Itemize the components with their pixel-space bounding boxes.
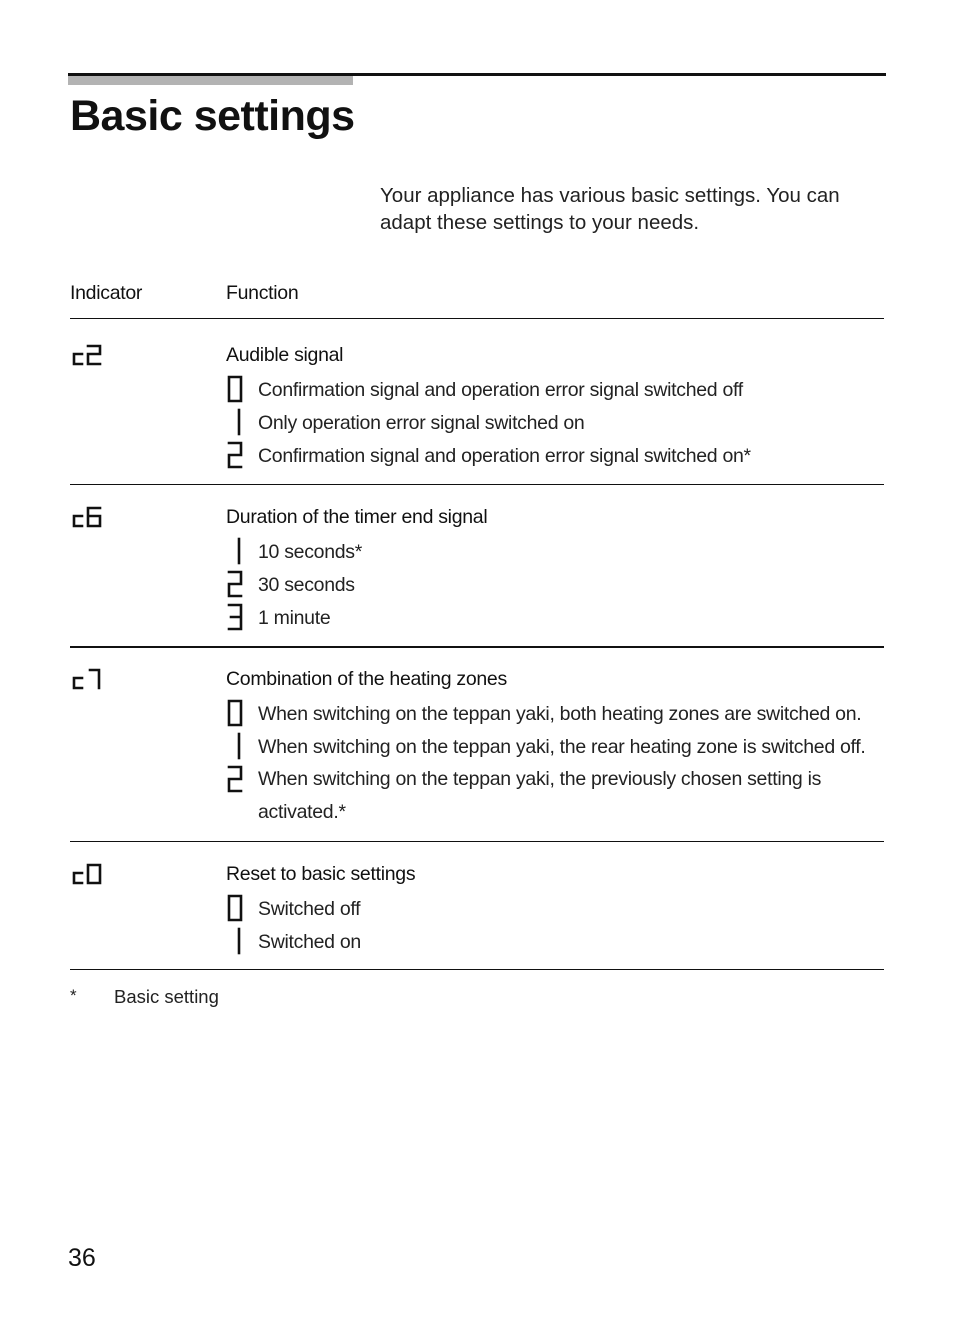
row-divider	[70, 646, 884, 648]
indicator-c2-icon	[70, 344, 120, 374]
top-rule-accent	[68, 76, 353, 85]
digit-1-icon	[226, 731, 244, 761]
column-header-indicator: Indicator	[70, 282, 143, 304]
function-title: Audible signal	[226, 344, 344, 366]
function-title: Reset to basic settings	[226, 863, 416, 885]
digit-0-icon	[226, 374, 244, 404]
digit-1-icon	[226, 407, 244, 437]
indicator-c0-icon	[70, 863, 120, 893]
digit-0-icon	[226, 893, 244, 923]
function-title: Combination of the heating zones	[226, 668, 507, 690]
option-text: When switching on the teppan yaki, both heating zones are switched on.	[258, 703, 862, 725]
page-title: Basic settings	[70, 92, 355, 140]
digit-0-icon	[226, 698, 244, 728]
digit-2-icon	[226, 569, 244, 599]
option-text: Switched off	[258, 898, 361, 920]
column-header-function: Function	[226, 282, 299, 304]
option-text: Confirmation signal and operation error signal switched off	[258, 379, 743, 401]
digit-1-icon	[226, 926, 244, 956]
digit-2-icon	[226, 764, 244, 794]
option-text: 1 minute	[258, 607, 331, 629]
option-text: When switching on the teppan yaki, the previously chosen setting is activated.*	[258, 768, 822, 823]
option-text: Only operation error signal switched on	[258, 412, 585, 434]
table-bottom-rule	[70, 969, 884, 970]
option-text: When switching on the teppan yaki, the rear heating zone is switched off.	[258, 736, 866, 758]
digit-2-icon	[226, 440, 244, 470]
page-number: 36	[68, 1244, 96, 1272]
function-title: Duration of the timer end signal	[226, 506, 488, 528]
option-text: Confirmation signal and operation error signal switched on*	[258, 445, 751, 467]
row-divider	[70, 841, 884, 842]
option-text: 30 seconds	[258, 574, 355, 596]
footnote-text: Basic setting	[114, 986, 219, 1007]
indicator-c6-icon	[70, 506, 120, 536]
footnote-mark: *	[70, 986, 77, 1005]
header-divider	[70, 318, 884, 319]
digit-1-icon	[226, 536, 244, 566]
intro-paragraph: Your appliance has various basic settings. You can adapt these settings to your needs.	[380, 184, 840, 234]
option-text: 10 seconds*	[258, 541, 363, 563]
indicator-c7-icon	[70, 668, 120, 698]
row-divider	[70, 484, 884, 485]
option-text: Switched on	[258, 931, 361, 953]
digit-3-icon	[226, 602, 244, 632]
